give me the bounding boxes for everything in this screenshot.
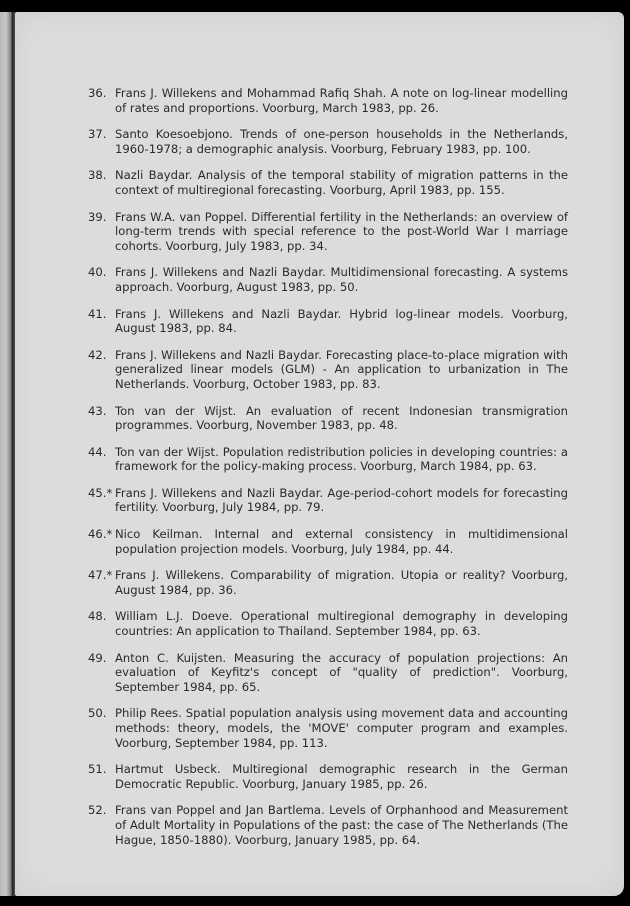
- list-item: [88, 762, 568, 791]
- list-item: [88, 210, 568, 254]
- list-item: [88, 348, 568, 392]
- entry-number: 43.: [88, 403, 107, 418]
- entry-text: Santo Koesoebjono. Trends of one-person households in the Netherlands, 1960-1978; a demographic analysis. Voorburg, February 1983, pp. 100.: [115, 127, 568, 156]
- list-item: [88, 706, 568, 750]
- entry-text: Frans van Poppel and Jan Bartlema. Levels of Orphanhood and Measurement of Adult Mortality in Populations of the past: the case of The Netherlands (The Hague, 1850-1880). Voorburg, January 1985, pp. 64.: [115, 803, 568, 847]
- list-item: [88, 651, 568, 695]
- list-item: [88, 445, 568, 474]
- entry-number: 48.: [88, 609, 107, 624]
- entry-text: Ton van der Wijst. Population redistribution policies in developing countries: a framework for the policy-making process. Voorburg, March 1984, pp. 63.: [115, 444, 568, 474]
- entry-text: Frans J. Willekens and Mohammad Rafiq Shah. A note on log-linear modelling of rates and proportions. Voorburg, March 1983, pp. 26.: [115, 86, 568, 115]
- entry-number: 50.: [88, 706, 107, 721]
- entry-text: Frans J. Willekens. Comparability of migration. Utopia or reality? Voorburg, August 1984, pp. 36.: [115, 568, 568, 597]
- entry-text: Philip Rees. Spatial population analysis using movement data and accounting methods: theory, models, the 'MOVE' computer program and examples. Voorburg, September 1984, pp. 113.: [115, 706, 568, 750]
- entry-number: 40.: [88, 265, 107, 280]
- entry-text: Ton van der Wijst. An evaluation of recent Indonesian transmigration programmes. Voorburg, November 1983, pp. 48.: [115, 403, 568, 433]
- list-item: [88, 609, 568, 638]
- entry-number: 45.*: [88, 485, 113, 500]
- entry-number: 51.: [88, 762, 107, 777]
- entry-text: Nico Keilman. Internal and external consistency in multidimensional population projection models. Voorburg, July 1984, pp. 44.: [115, 527, 568, 556]
- entry-number: 46.*: [88, 527, 113, 542]
- entry-number: 44.: [88, 444, 107, 459]
- entry-number: 38.: [88, 168, 107, 183]
- entry-number: 36.: [88, 86, 107, 100]
- entry-text: Hartmut Usbeck. Multiregional demographic research in the German Democratic Republic. Voorburg, January 1985, pp. 26.: [115, 762, 568, 791]
- entry-number: 49.: [88, 650, 107, 665]
- list-item: [88, 168, 568, 197]
- entry-number: 42.: [88, 347, 107, 362]
- entry-text: Frans W.A. van Poppel. Differential fertility in the Netherlands: an overview of long-term trends with special reference to the post-World War I marriage cohorts. Voorburg, July 1983, pp. 34.: [115, 209, 568, 253]
- entry-text: Anton C. Kuijsten. Measuring the accuracy of population projections: An evaluation of Keyfitz's concept of "quality of prediction". Voorburg, September 1984, pp. 65.: [115, 650, 568, 694]
- list-item: [88, 486, 568, 515]
- entry-number: 37.: [88, 127, 107, 142]
- entry-number: 39.: [88, 209, 107, 224]
- entry-text: Frans J. Willekens and Nazli Baydar. Multidimensional forecasting. A systems approach. Voorburg, August 1983, pp. 50.: [115, 265, 568, 294]
- publication-list: [88, 86, 568, 847]
- entry-number: 47.*: [88, 568, 113, 583]
- entry-number: 52.: [88, 803, 107, 818]
- list-item: [88, 307, 568, 336]
- list-item: [88, 127, 568, 156]
- list-item: [88, 568, 568, 597]
- entry-text: Nazli Baydar. Analysis of the temporal stability of migration patterns in the context of multiregional forecasting. Voorburg, April 1983, pp. 155.: [115, 168, 568, 197]
- list-item: [88, 803, 568, 847]
- book-binding-edge: [0, 12, 15, 896]
- list-item: [88, 404, 568, 433]
- entry-text: Frans J. Willekens and Nazli Baydar. Forecasting place-to-place migration with generalized linear models (GLM) - An application to urbanization in The Netherlands. Voorburg, October 1983, pp. 83.: [115, 347, 568, 391]
- list-item: [88, 86, 568, 115]
- entry-number: 41.: [88, 306, 107, 321]
- entry-text: Frans J. Willekens and Nazli Baydar. Hybrid log-linear models. Voorburg, August 1983, pp. 84.: [115, 306, 568, 336]
- list-item: [88, 265, 568, 294]
- list-item: [88, 527, 568, 556]
- entry-text: William L.J. Doeve. Operational multiregional demography in developing countries: An application to Thailand. September 1984, pp. 63.: [115, 609, 568, 639]
- entry-text: Frans J. Willekens and Nazli Baydar. Age-period-cohort models for forecasting fertility. Voorburg, July 1984, pp. 79.: [115, 485, 568, 515]
